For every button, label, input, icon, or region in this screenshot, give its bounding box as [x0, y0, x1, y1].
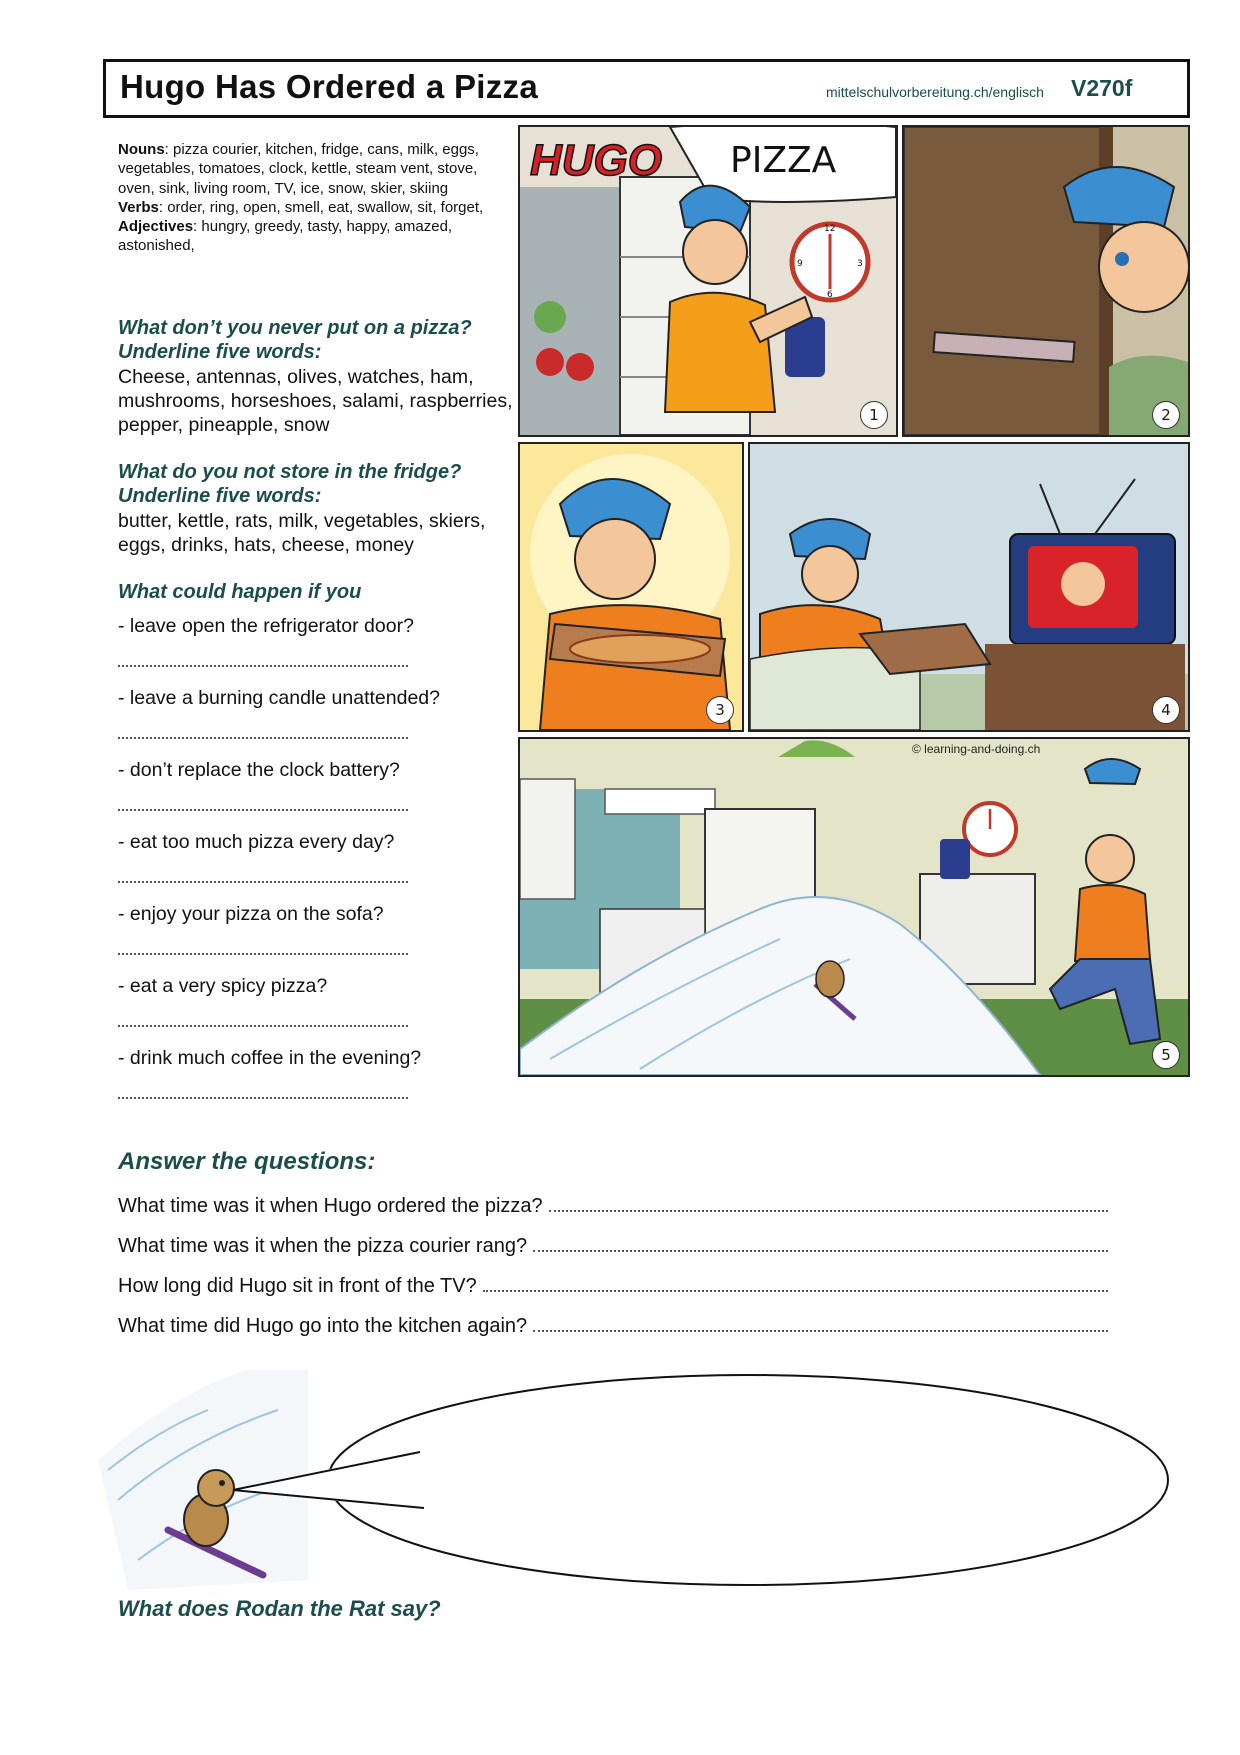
- exercise3-item: - leave a burning candle unattended?: [118, 687, 440, 709]
- answer-line[interactable]: [118, 953, 408, 955]
- panel-number: 2: [1152, 401, 1180, 429]
- comic-panel-1: [518, 125, 898, 437]
- answer-line[interactable]: [533, 1250, 1108, 1252]
- exercise1-question: What don’t you never put on a pizza?: [118, 317, 472, 339]
- answer-line[interactable]: [549, 1210, 1108, 1212]
- answer-line[interactable]: [118, 881, 408, 883]
- exercise3-item: - eat too much pizza every day?: [118, 831, 395, 853]
- verbs-label: Verbs: [118, 198, 159, 216]
- adjectives-list: : hungry, greedy, tasty, happy, amazed, astonished,: [118, 218, 453, 255]
- answer-question-row[interactable]: [118, 1195, 1108, 1218]
- panel-3-drawing: [520, 444, 742, 730]
- rat-speech-area: [98, 1370, 1178, 1592]
- panel-5-drawing: [520, 739, 1188, 1075]
- answer-line[interactable]: [483, 1290, 1108, 1292]
- answer-question: What time did Hugo go into the kitchen again?: [118, 1315, 528, 1337]
- answer-question-row[interactable]: [118, 1235, 1108, 1258]
- clock-number: 9: [797, 259, 803, 269]
- hugo-logo: HUGO: [530, 136, 662, 185]
- answer-line[interactable]: [118, 1097, 408, 1099]
- copyright-text: © learning-and-doing.ch: [912, 742, 1041, 756]
- site-url: mittelschulvorbereitung.ch/englisch: [826, 84, 1044, 100]
- exercise2-instruction: Underline five words:: [118, 485, 322, 507]
- panel-1-drawing: [520, 127, 896, 435]
- answer-line[interactable]: [118, 1025, 408, 1027]
- answer-question-row[interactable]: [118, 1315, 1108, 1338]
- panel-2-drawing: [904, 127, 1188, 435]
- exercise1-words: Cheese, antennas, olives, watches, ham, mushrooms, horseshoes, salami, raspberries, pepper, pineapple, snow: [118, 366, 513, 436]
- exercise3-question: What could happen if you: [118, 581, 362, 603]
- answer-line[interactable]: [533, 1330, 1108, 1332]
- verbs-list: : order, ring, open, smell, eat, swallow, sit, forget,: [158, 198, 484, 216]
- answer-question-row[interactable]: [118, 1275, 1108, 1298]
- clock-number: 6: [827, 290, 833, 300]
- clock-number: 12: [824, 224, 836, 234]
- answer-question: How long did Hugo sit in front of the TV?: [118, 1275, 477, 1297]
- answer-question: What time was it when the pizza courier rang?: [118, 1235, 528, 1257]
- exercise3-item: - eat a very spicy pizza?: [118, 975, 328, 997]
- clock-number: 3: [857, 259, 863, 269]
- exercise3-item: - don’t replace the clock battery?: [118, 759, 400, 781]
- comic-panel-5: [518, 737, 1190, 1077]
- comic-panel-3: [518, 442, 744, 732]
- answer-question: What time was it when Hugo ordered the pizza?: [118, 1195, 543, 1217]
- panel-number: 1: [860, 401, 888, 429]
- panel-number: 5: [1152, 1041, 1180, 1069]
- exercise2-words: butter, kettle, rats, milk, vegetables, skiers, eggs, drinks, hats, cheese, money: [118, 510, 486, 556]
- title-box: [103, 59, 1190, 118]
- answer-line[interactable]: [118, 809, 408, 811]
- exercise1-instruction: Underline five words:: [118, 341, 322, 363]
- answer-questions-heading: Answer the questions:: [118, 1148, 376, 1175]
- vocabulary-box: [118, 140, 503, 256]
- comic-panel-2: [902, 125, 1190, 437]
- worksheet-code: V270f: [1071, 75, 1133, 101]
- panel-4-drawing: [750, 444, 1188, 730]
- exercise3-item: - leave open the refrigerator door?: [118, 615, 414, 637]
- page-title: Hugo Has Ordered a Pizza: [120, 68, 538, 105]
- comic-panel-4: [748, 442, 1190, 732]
- answer-line[interactable]: [118, 665, 408, 667]
- nouns-list: : pizza courier, kitchen, fridge, cans, milk, eggs, vegetables, tomatoes, clock, kettle, steam vent, stove, oven, sink, living room, TV, ice, snow, skier, skiing: [118, 141, 479, 197]
- panel-number: 3: [706, 696, 734, 724]
- exercise3-item: - drink much coffee in the evening?: [118, 1047, 422, 1069]
- pizza-speech: PIZZA: [730, 140, 837, 181]
- exercise2-question: What do you not store in the fridge?: [118, 461, 462, 483]
- exercise3-item: - enjoy your pizza on the sofa?: [118, 903, 384, 925]
- panel-number: 4: [1152, 696, 1180, 724]
- speech-bubble[interactable]: [328, 1375, 1168, 1585]
- nouns-label: Nouns: [118, 141, 165, 158]
- adjectives-label: Adjectives: [118, 218, 194, 236]
- answer-line[interactable]: [118, 737, 408, 739]
- rat-question: What does Rodan the Rat say?: [118, 1596, 441, 1621]
